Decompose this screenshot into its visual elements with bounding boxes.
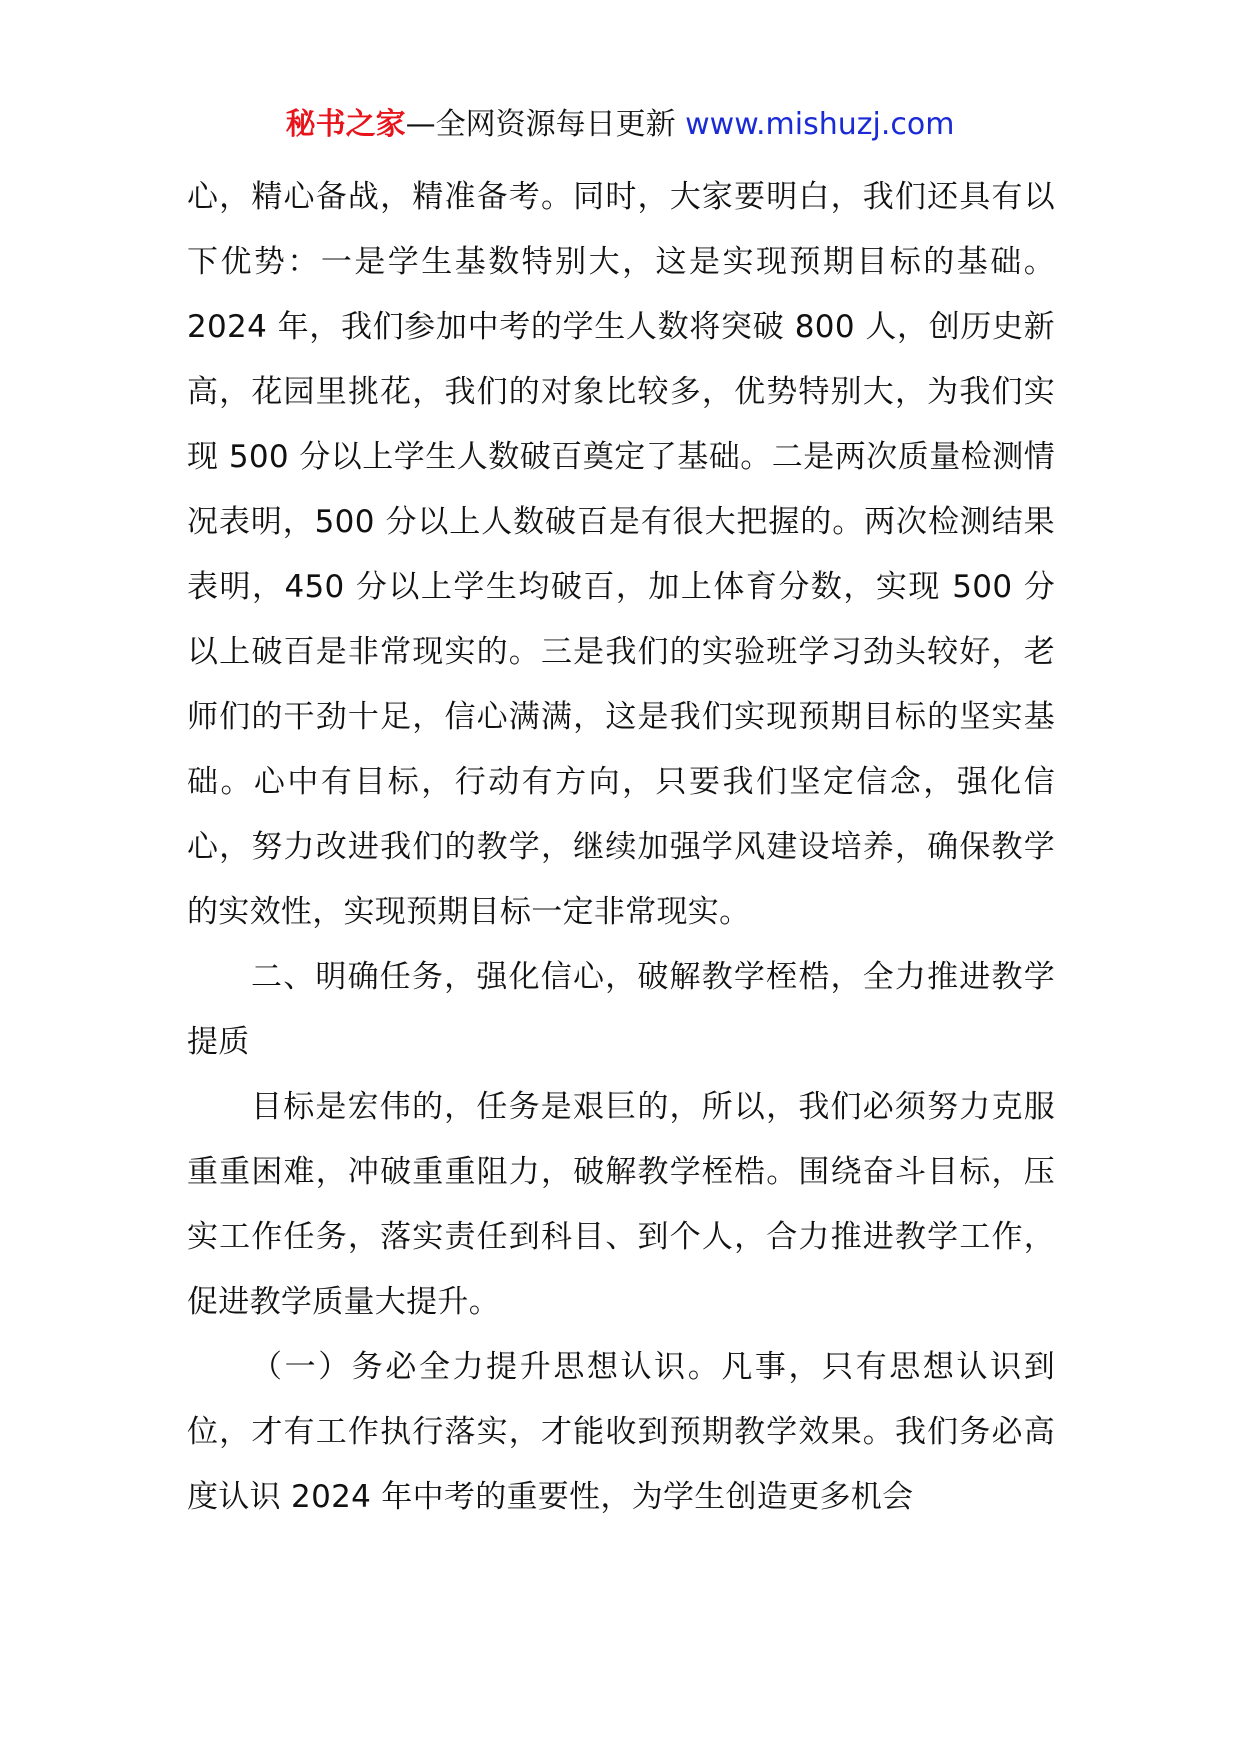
section-heading: 二、明确任务，强化信心，破解教学桎梏，全力推进教学提质: [187, 959, 1055, 1060]
document-body: [187, 165, 1055, 1530]
site-url-link[interactable]: www.mishuzj.com: [685, 107, 955, 142]
paragraph-advantages: 心，精心备战，精准备考。同时，大家要明白，我们还具有以下优势：一是学生基数特别大，这是实现预期目标的基础。2024 年，我们参加中考的学生人数将突破 800 人，创历史新高，花园里挑花，我们的对象比较多，优势特别大，为我们实现 500 分以上学生人数破百奠定了基础。二是两次质量检测情况表明，500 分以上人数破百是有很大把握的。两次检测结果表明，450 分以上学生均破百，加上体育分数，实现 500 分以上破百是非常现实的。三是我们的实验班学习劲头较好，老师们的干劲十足，信心满满，这是我们实现预期目标的坚实基础。心中有目标，行动有方向，只要我们坚定信念，强化信心，努力改进我们的教学，继续加强学风建设培养，确保教学的实效性，实现预期目标一定非常现实。: [187, 179, 1055, 930]
page-header: [0, 100, 1240, 150]
brand-name: 秘书之家: [285, 107, 406, 142]
paragraph-thinking: （一）务必全力提升思想认识。凡事，只有思想认识到位，才有工作执行落实，才能收到预期教学效果。我们务必高度认识 2024 年中考的重要性，为学生创造更多机会: [187, 1349, 1055, 1515]
header-tagline: —全网资源每日更新: [405, 107, 676, 142]
paragraph-tasks: 目标是宏伟的，任务是艰巨的，所以，我们必须努力克服重重困难，冲破重重阻力，破解教学桎梏。围绕奋斗目标，压实工作任务，落实责任到科目、到个人，合力推进教学工作，促进教学质量大提升。: [187, 1089, 1055, 1320]
